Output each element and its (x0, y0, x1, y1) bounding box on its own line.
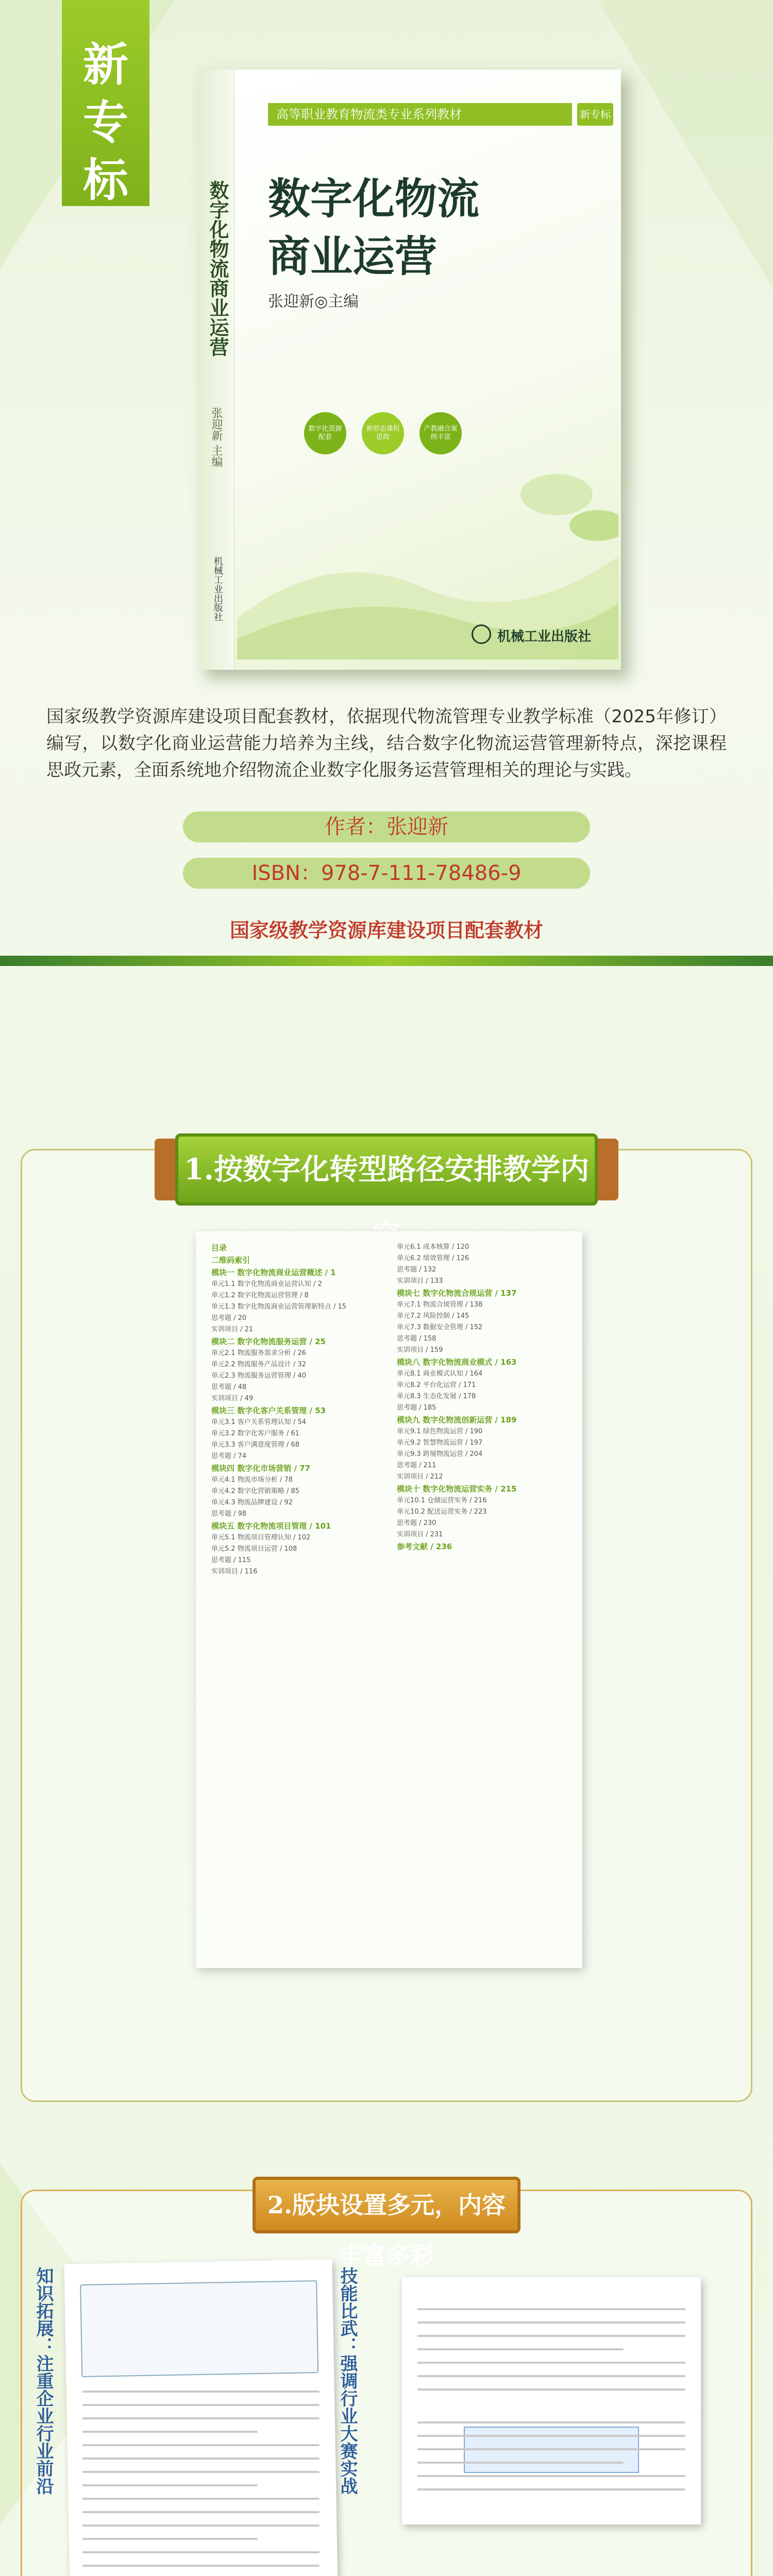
book-title-line2: 商业运营 (268, 232, 438, 281)
toc-chapter: 模块七 数字化物流合规运营 / 137 (397, 1289, 517, 1298)
toc-entry: 实训项目 / 49 (211, 1395, 254, 1402)
author-pill: 作者：张迎新 (183, 811, 590, 842)
feature-knowledge-expand: 知识拓展：注重企业行业前沿 (33, 2267, 54, 2495)
toc-entry: 单元1.1 数字化物流商业运营认知 / 2 (211, 1280, 322, 1288)
toc-chapter: 模块四 数字化市场营销 / 77 (211, 1464, 311, 1473)
toc-entry: 单元8.3 生态化发展 / 178 (397, 1393, 476, 1400)
toc-entry: 思考题 / 185 (397, 1404, 436, 1412)
toc-entry: 单元2.1 物流服务需求分析 / 26 (211, 1349, 306, 1357)
book-editor: 张迎新◎主编 (268, 293, 359, 311)
toc-entry: 单元4.1 物流市场分析 / 78 (211, 1476, 293, 1484)
edition-tag: 新专标 (577, 103, 613, 126)
toc-entry: 单元1.2 数字化物流运营管理 / 8 (211, 1292, 309, 1299)
series-name: 高等职业教育物流类专业系列教材 (268, 103, 572, 126)
feature-circle-2: 新形态课程思政 (362, 412, 404, 454)
cover-publisher: 机械工业出版社 (497, 629, 592, 645)
feature-skill-contest: 技能比武：强调行业大赛实战 (337, 2267, 358, 2495)
toc-entry: 思考题 / 74 (211, 1452, 247, 1460)
toc-entry: 实训项目 / 21 (211, 1326, 254, 1333)
spine-publisher: 机械工业出版社 (212, 556, 223, 621)
toc-entry: 单元9.2 智慧物流运营 / 197 (397, 1439, 483, 1447)
toc-entry: 思考题 / 230 (397, 1519, 436, 1527)
toc-entry: 单元8.2 平台化运营 / 171 (397, 1381, 476, 1389)
section1-title: 1.按数字化转型路径安排教学内 (183, 1153, 590, 1187)
toc-entry: 单元3.3 客户满意度管理 / 68 (211, 1441, 299, 1449)
toc-entry: 单元4.3 物流品牌建设 / 92 (211, 1499, 293, 1506)
toc-entry: 实训项目 / 231 (397, 1531, 443, 1538)
toc-entry: 单元7.1 物流合规管理 / 138 (397, 1301, 483, 1309)
feature-circle-1: 数字化资源配套 (304, 412, 346, 454)
toc-entry: 单元5.1 物流项目管理认知 / 102 (211, 1534, 311, 1541)
toc-entry: 单元9.3 跨境物流运营 / 204 (397, 1450, 483, 1458)
toc-chapter: 模块三 数字化客户关系管理 / 53 (211, 1406, 326, 1415)
badge-char-3: 标 (82, 154, 128, 207)
toc-chapter: 参考文献 / 236 (397, 1542, 452, 1551)
toc-entry: 单元10.1 仓储运营实务 / 216 (397, 1497, 487, 1504)
toc-entry: 单元6.1 成本核算 / 120 (397, 1243, 469, 1251)
toc-chapter: 模块五 数字化物流项目管理 / 101 (211, 1521, 331, 1531)
toc-entry: 单元4.2 数字化营销策略 / 85 (211, 1487, 299, 1495)
toc-chapter: 模块十 数字化物流运营实务 / 215 (397, 1484, 517, 1494)
toc-entry: 实训项目 / 159 (397, 1346, 443, 1354)
feature-circle-3: 产教融合案例丰富 (419, 412, 462, 454)
toc-entry: 单元6.2 绩效管理 / 126 (397, 1255, 469, 1262)
toc-entry: 单元3.1 客户关系管理认知 / 54 (211, 1418, 306, 1426)
toc-chapter: 模块九 数字化物流创新运营 / 189 (397, 1415, 517, 1425)
toc-entry: 单元7.2 风险控制 / 145 (397, 1312, 469, 1320)
toc-entry: 单元9.1 绿色物流运营 / 190 (397, 1428, 483, 1435)
toc-entry: 单元8.1 商业模式认知 / 164 (397, 1370, 483, 1378)
toc-entry: 思考题 / 211 (397, 1462, 436, 1469)
toc-entry: 单元3.2 数字化客户服务 / 61 (211, 1430, 299, 1437)
toc-chapter: 模块八 数字化物流商业模式 / 163 (397, 1358, 517, 1367)
isbn-pill: ISBN：978-7-111-78486-9 (183, 858, 590, 889)
project-label: 国家级教学资源库建设项目配套教材 (229, 919, 543, 942)
toc-entry: 单元5.2 物流项目运营 / 108 (211, 1545, 297, 1553)
toc-entry: 单元1.3 数字化物流商业运营管理新特点 / 15 (211, 1303, 346, 1311)
badge-char-2: 专 (82, 96, 128, 149)
toc-entry: 单元10.2 配送运营实务 / 223 (397, 1508, 487, 1516)
toc-entry: 单元2.3 物流服务运营管理 / 40 (211, 1372, 306, 1380)
spine-title: 数字化物流商业运营 (206, 180, 229, 357)
toc-chapter: 模块二 数字化物流服务运营 / 25 (211, 1337, 326, 1346)
book-title-line1: 数字化物流 (268, 174, 480, 224)
toc-chapter: 二维码索引 (211, 1256, 250, 1265)
toc-entry: 单元7.3 数据安全管理 / 152 (397, 1324, 483, 1331)
toc-entry: 思考题 / 158 (397, 1335, 436, 1343)
badge-char-1: 新 (82, 38, 128, 91)
toc-entry: 实训项目 / 133 (397, 1277, 443, 1285)
toc-entry: 思考题 / 132 (397, 1266, 436, 1274)
toc-entry: 思考题 / 20 (211, 1314, 247, 1322)
toc-chapter: 模块一 数字化物流商业运营概述 / 1 (211, 1268, 336, 1277)
toc-entry: 实训项目 / 212 (397, 1473, 443, 1481)
book-description: 国家级教学资源库建设项目配套教材，依据现代物流管理专业教学标准（2025年修订）编写，以数字化商业运营能力培养为主线，结合数字化物流运营管理新特点，深挖课程思政元素，全面系统地介绍物流企业数字化服务运营管理相关的理论与实践。 (46, 706, 727, 781)
toc-entry: 实训项目 / 116 (211, 1568, 258, 1575)
section2-title: 2.版块设置多元，内容丰富多彩 (267, 2191, 506, 2269)
toc-entry: 思考题 / 115 (211, 1556, 251, 1564)
toc-entry: 思考题 / 48 (211, 1383, 247, 1391)
toc-chapter: 目录 (211, 1243, 227, 1252)
toc-entry: 单元2.2 物流服务产品设计 / 32 (211, 1361, 306, 1368)
spine-editor: 张迎新 主编 (210, 407, 223, 467)
toc-entry: 思考题 / 98 (211, 1510, 247, 1518)
